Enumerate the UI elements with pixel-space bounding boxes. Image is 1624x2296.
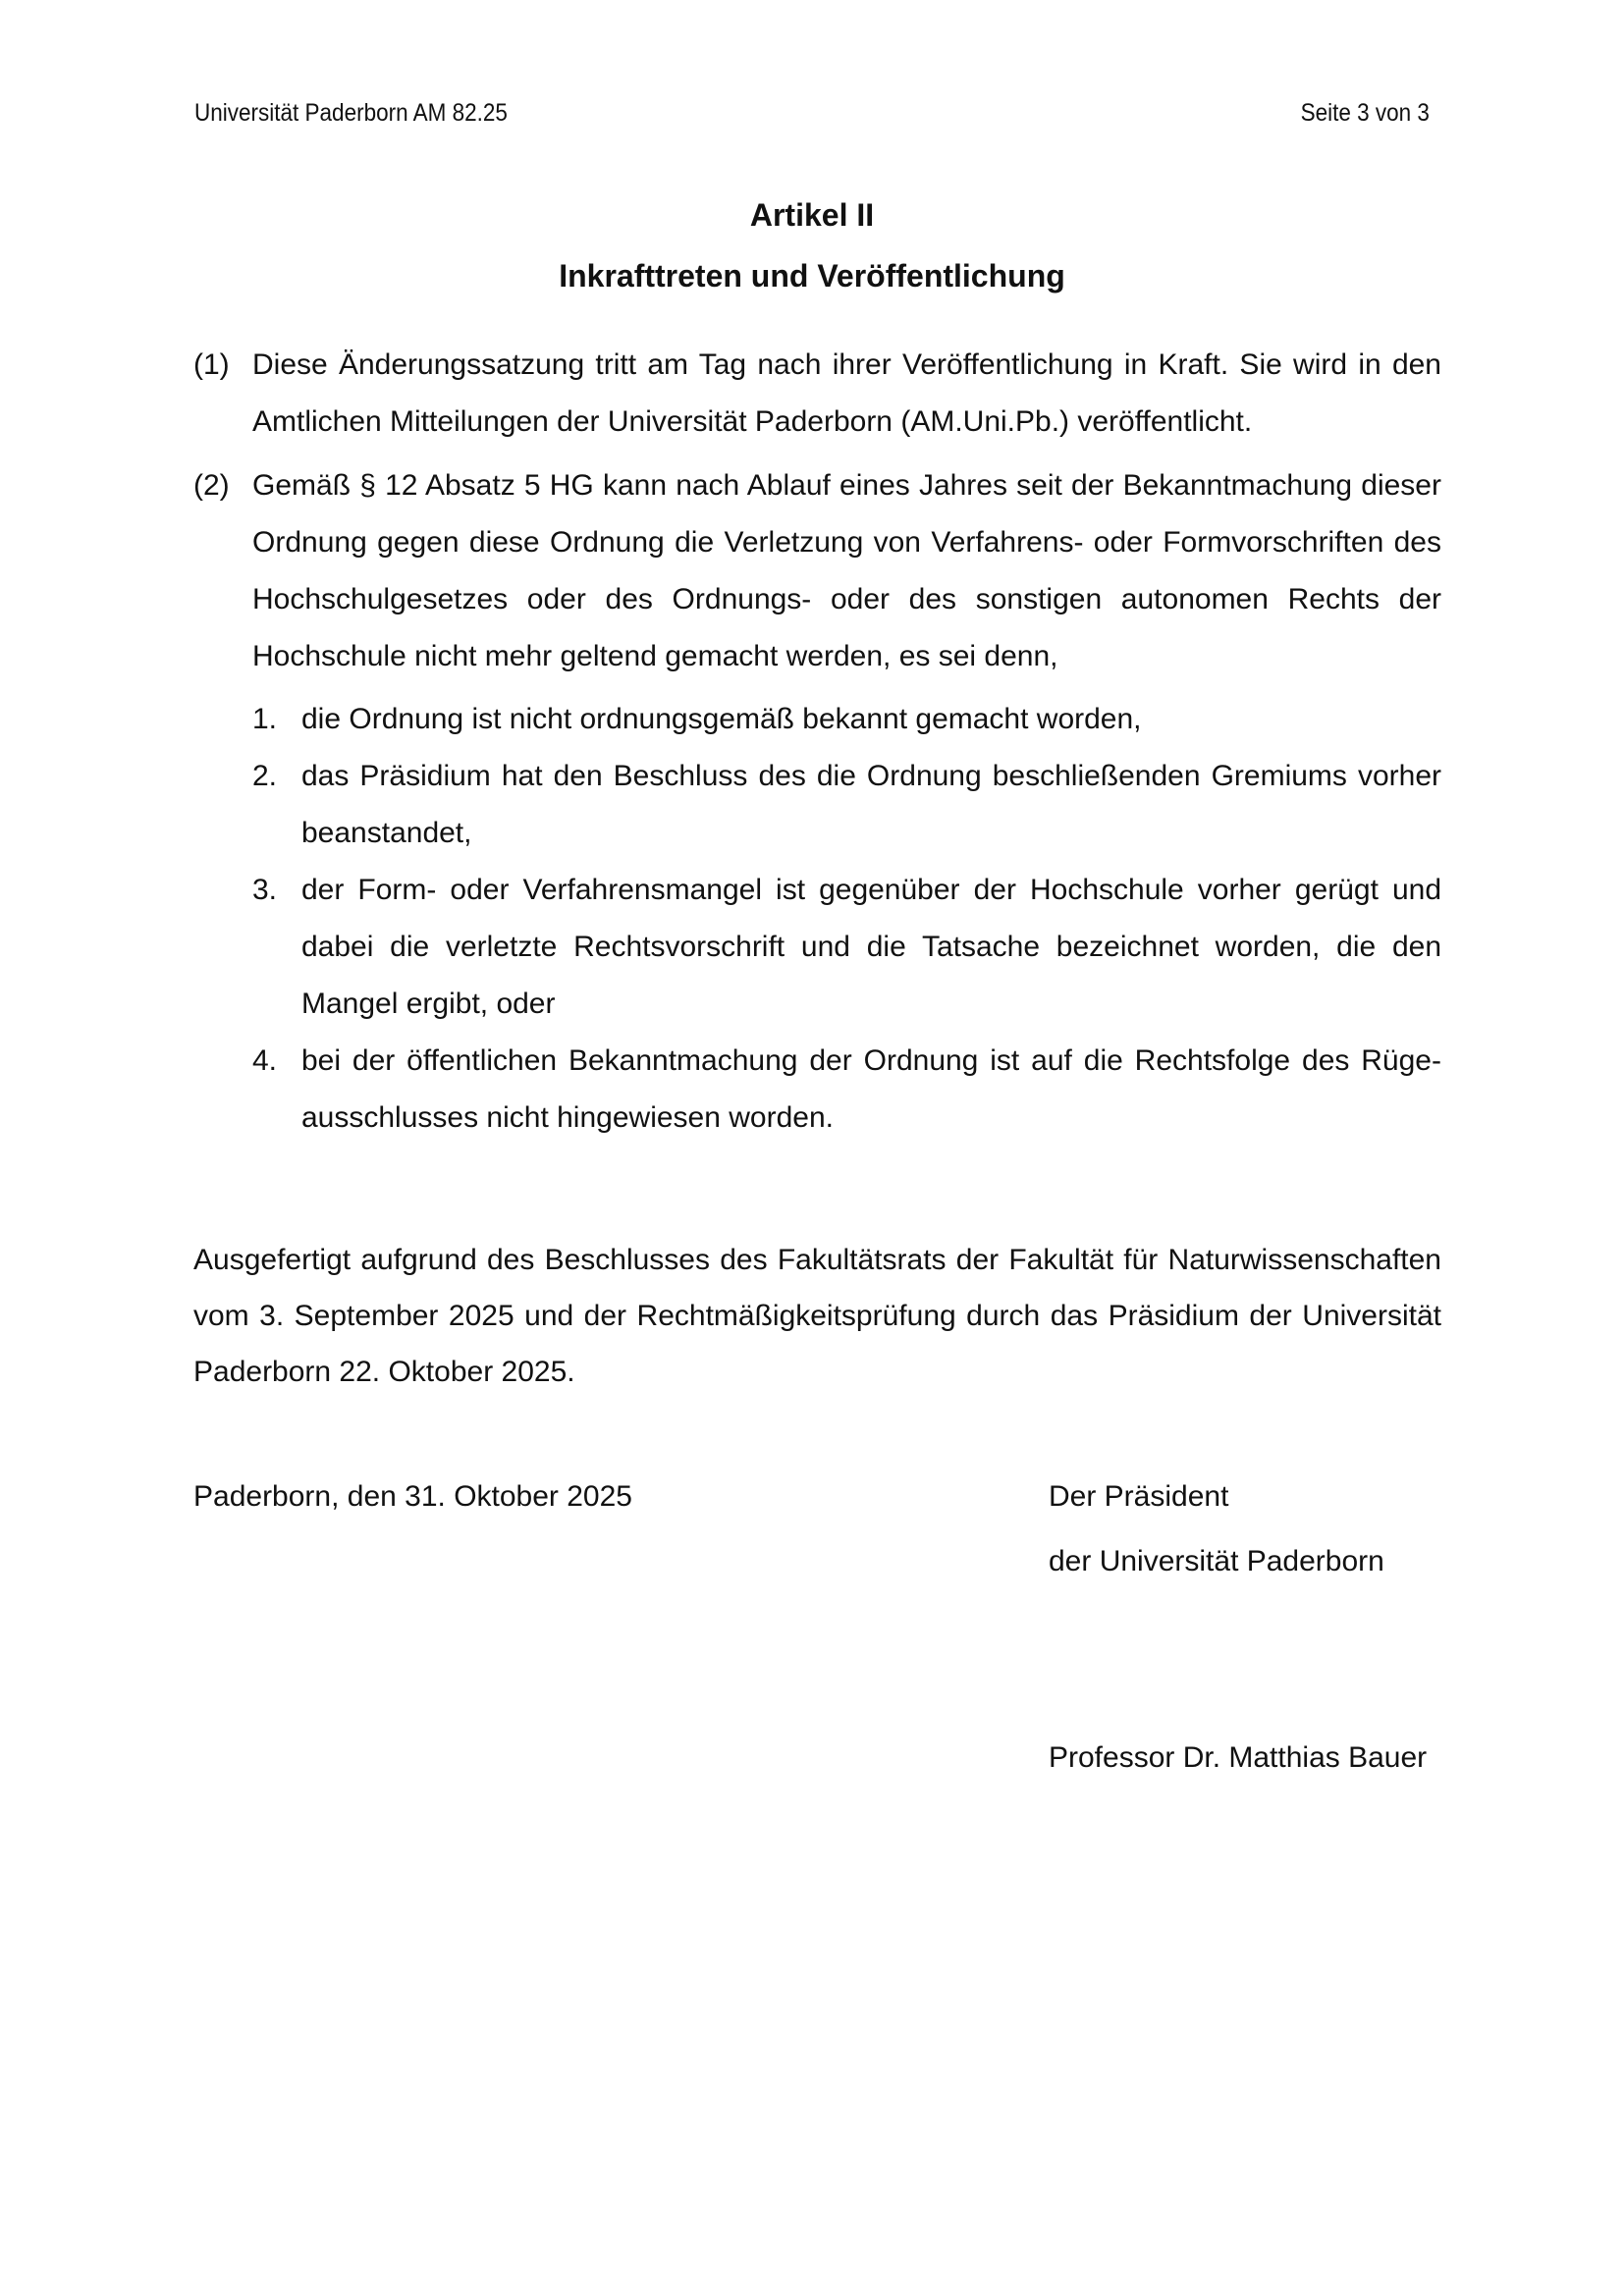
header-page-number: Seite 3 von 3 [1300, 99, 1430, 127]
list-item-number: 4. [252, 1044, 278, 1077]
list-item [193, 748, 1441, 862]
paragraph-number: (1) [193, 348, 230, 381]
list-item [193, 1033, 1441, 1147]
list-item [193, 862, 1441, 1033]
list-item [193, 691, 1441, 748]
list-item-number: 3. [252, 874, 278, 906]
signatory-name: Professor Dr. Matthias Bauer [1049, 1741, 1428, 1774]
article-title: Artikel II [749, 197, 875, 233]
paragraph-number: (2) [193, 469, 230, 502]
execution-statement: Ausgefertigt aufgrund des Beschlusses des Fakultätsrats der Fakultät für Naturwissenschaften vom 3. September 2025 und der Rechtmäßigkeitsprüfung durch das Präsidium der Universität Paderborn 22. Oktober 2025. [193, 1244, 1441, 1388]
list-item-number: 1. [252, 703, 278, 735]
exception-list [193, 691, 1441, 1147]
paragraph-text: Gemäß § 12 Absatz 5 HG kann nach Ablauf eines Jahres seit der Bekanntmachung dieser Ordnung gegen diese Ordnung die Verletzung von Verfahrens- oder Formvorschriften des Hochschulgesetzes oder des Ordnungs- oder des sonstigen autonomen Rechts der Hochschule nicht mehr geltend gemacht werden, es sei denn, [252, 469, 1441, 672]
place-and-date: Paderborn, den 31. Oktober 2025 [193, 1480, 632, 1513]
signatory-institution: der Universität Paderborn [1049, 1545, 1384, 1577]
paragraph-text: Diese Änderungssatzung tritt am Tag nach ihrer Veröffentlichung in Kraft. Sie wird in den Amtlichen Mitteilungen der Universität Paderborn (AM.Uni.Pb.) veröffentlicht. [252, 348, 1441, 438]
list-item-number: 2. [252, 760, 278, 792]
signatory-role: Der Präsident [1049, 1480, 1229, 1513]
list-item-text: bei der öffentlichen Bekanntmachung der Ordnung ist auf die Rechtsfolge des Rügeausschlusses nicht hingewiesen worden. [301, 1044, 1441, 1134]
article-subtitle: Inkrafttreten und Veröffentlichung [559, 258, 1065, 294]
paragraph-2 [193, 457, 1441, 685]
list-item-text: die Ordnung ist nicht ordnungsgemäß bekannt gemacht worden, [301, 703, 1142, 735]
list-item-text: das Präsidium hat den Beschluss des die Ordnung beschließenden Gremiums vorher beanstandet, [301, 760, 1441, 849]
list-item-text: der Form- oder Verfahrensmangel ist gegenüber der Hochschule vorher gerügt und dabei die verletzte Rechtsvorschrift und die Tatsache bezeichnet worden, die den Mangel ergibt, oder [301, 874, 1441, 1020]
paragraph-1 [193, 337, 1441, 451]
article-body [193, 337, 1441, 1147]
header-document-id: Universität Paderborn AM 82.25 [194, 99, 508, 127]
